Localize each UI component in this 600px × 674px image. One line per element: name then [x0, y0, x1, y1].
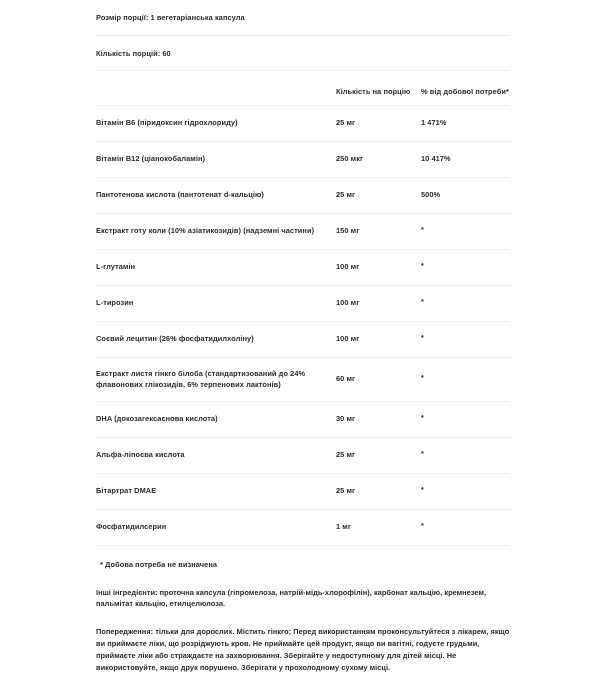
table-row [96, 177, 510, 213]
nutrient-daily-value: 10 417% [421, 141, 510, 177]
column-header-nutrient [96, 71, 336, 105]
supplement-facts-table [96, 71, 510, 546]
nutrient-name: Альфа-ліпоєва кислота [96, 437, 336, 473]
nutrient-name: Фосфатидилсерин [96, 509, 336, 545]
nutrient-daily-value: * [421, 320, 510, 356]
table-row [96, 105, 510, 141]
nutrient-name: Вітамін B6 (піридоксин гідрохлориду) [96, 105, 336, 141]
nutrient-amount: 60 мг [336, 357, 421, 401]
nutrient-amount: 25 мг [336, 473, 421, 509]
nutrient-daily-value: * [421, 248, 510, 284]
nutrient-daily-value: * [421, 436, 510, 472]
nutrient-name: Бітартрат DMAE [96, 473, 336, 509]
nutrient-daily-value: * [421, 400, 510, 436]
table-row [96, 473, 510, 509]
nutrient-amount: 30 мг [336, 401, 421, 437]
nutrient-amount: 250 мкг [336, 141, 421, 177]
nutrient-name: Вітамін B12 (ціанокобаламін) [96, 141, 336, 177]
nutrient-name: Пантотенова кислота (пантотенат d-кальцію) [96, 177, 336, 213]
table-row [96, 437, 510, 473]
nutrient-amount: 150 мг [336, 213, 421, 249]
daily-value-footnote: * Добова потреба не визначена [100, 559, 218, 569]
nutrient-daily-value: 1 471% [421, 105, 510, 141]
nutrient-daily-value: * [421, 284, 510, 320]
nutrient-name: Соєвий лецитин (26% фосфатидилхоліну) [96, 321, 336, 357]
table-row [96, 401, 510, 437]
nutrient-daily-value: * [421, 356, 510, 400]
nutrient-amount: 100 мг [336, 321, 421, 357]
nutrient-amount: 100 мг [336, 249, 421, 285]
table-header-row [96, 71, 510, 105]
table-row [96, 321, 510, 357]
nutrient-amount: 1 мг [336, 509, 421, 545]
nutrient-name: DHA (докозагексаєнова кислота) [96, 401, 336, 437]
table-row [96, 509, 510, 545]
table-body [96, 105, 510, 545]
column-header-daily-value: % від добової потреби* [421, 71, 510, 105]
nutrient-daily-value: * [421, 508, 510, 544]
nutrient-name: Екстракт готу коли (10% азіатикозидів) (надземні частини) [96, 213, 336, 249]
other-ingredients-paragraph: Інші інгредієнти: проточна капсула (гіпромелоза, натрій-мідь-хлорофілін), карбонат кальцію, кремнезем, пальмітат кальцію, етилцелюлоза. [96, 587, 487, 609]
column-header-amount-per-serving: Кількість на порцію [336, 71, 421, 105]
servings-per-container-label: Кількість порцій: 60 [96, 48, 171, 58]
nutrient-daily-value: * [421, 472, 510, 508]
serving-size-label: Розмір порції: 1 вегетаріанська капсула [96, 13, 245, 22]
nutrient-amount: 25 мг [336, 177, 421, 213]
nutrient-name: L-глутамін [96, 249, 336, 285]
table-row [96, 213, 510, 249]
nutrient-name: Екстракт листя гінкго білоба (стандартизований до 24% флавонових глікозидів, 6% терпенових лактонів) [96, 357, 336, 401]
nutrient-amount: 25 мг [336, 105, 421, 141]
nutrient-daily-value: * [421, 212, 510, 248]
serving-size-row [96, 0, 510, 36]
table-row [96, 357, 510, 401]
table-row [96, 141, 510, 177]
warning-paragraph: Попередження: тільки для дорослих. Містить гінкго; Перед використанням проконсультуйтеся з лікарем, якщо ви приймаєте ліки, що розріджують кров. Не приймайте цей продукт, якщо ви вагітні, годуєте грудьми, приймаєте ліки або страждаєте на захворювання. Зберігайте у недоступному для дітей місці. Не використовуйте, якщо друк порушено. Зберігати у прохолодному сухому місці. [96, 627, 510, 673]
table-row [96, 285, 510, 321]
table-row [96, 249, 510, 285]
nutrient-daily-value: 500% [421, 177, 510, 213]
nutrient-name: L-тирозин [96, 285, 336, 321]
servings-per-container-row [96, 36, 510, 71]
nutrient-amount: 25 мг [336, 437, 421, 473]
nutrient-amount: 100 мг [336, 285, 421, 321]
table-header [96, 71, 510, 105]
